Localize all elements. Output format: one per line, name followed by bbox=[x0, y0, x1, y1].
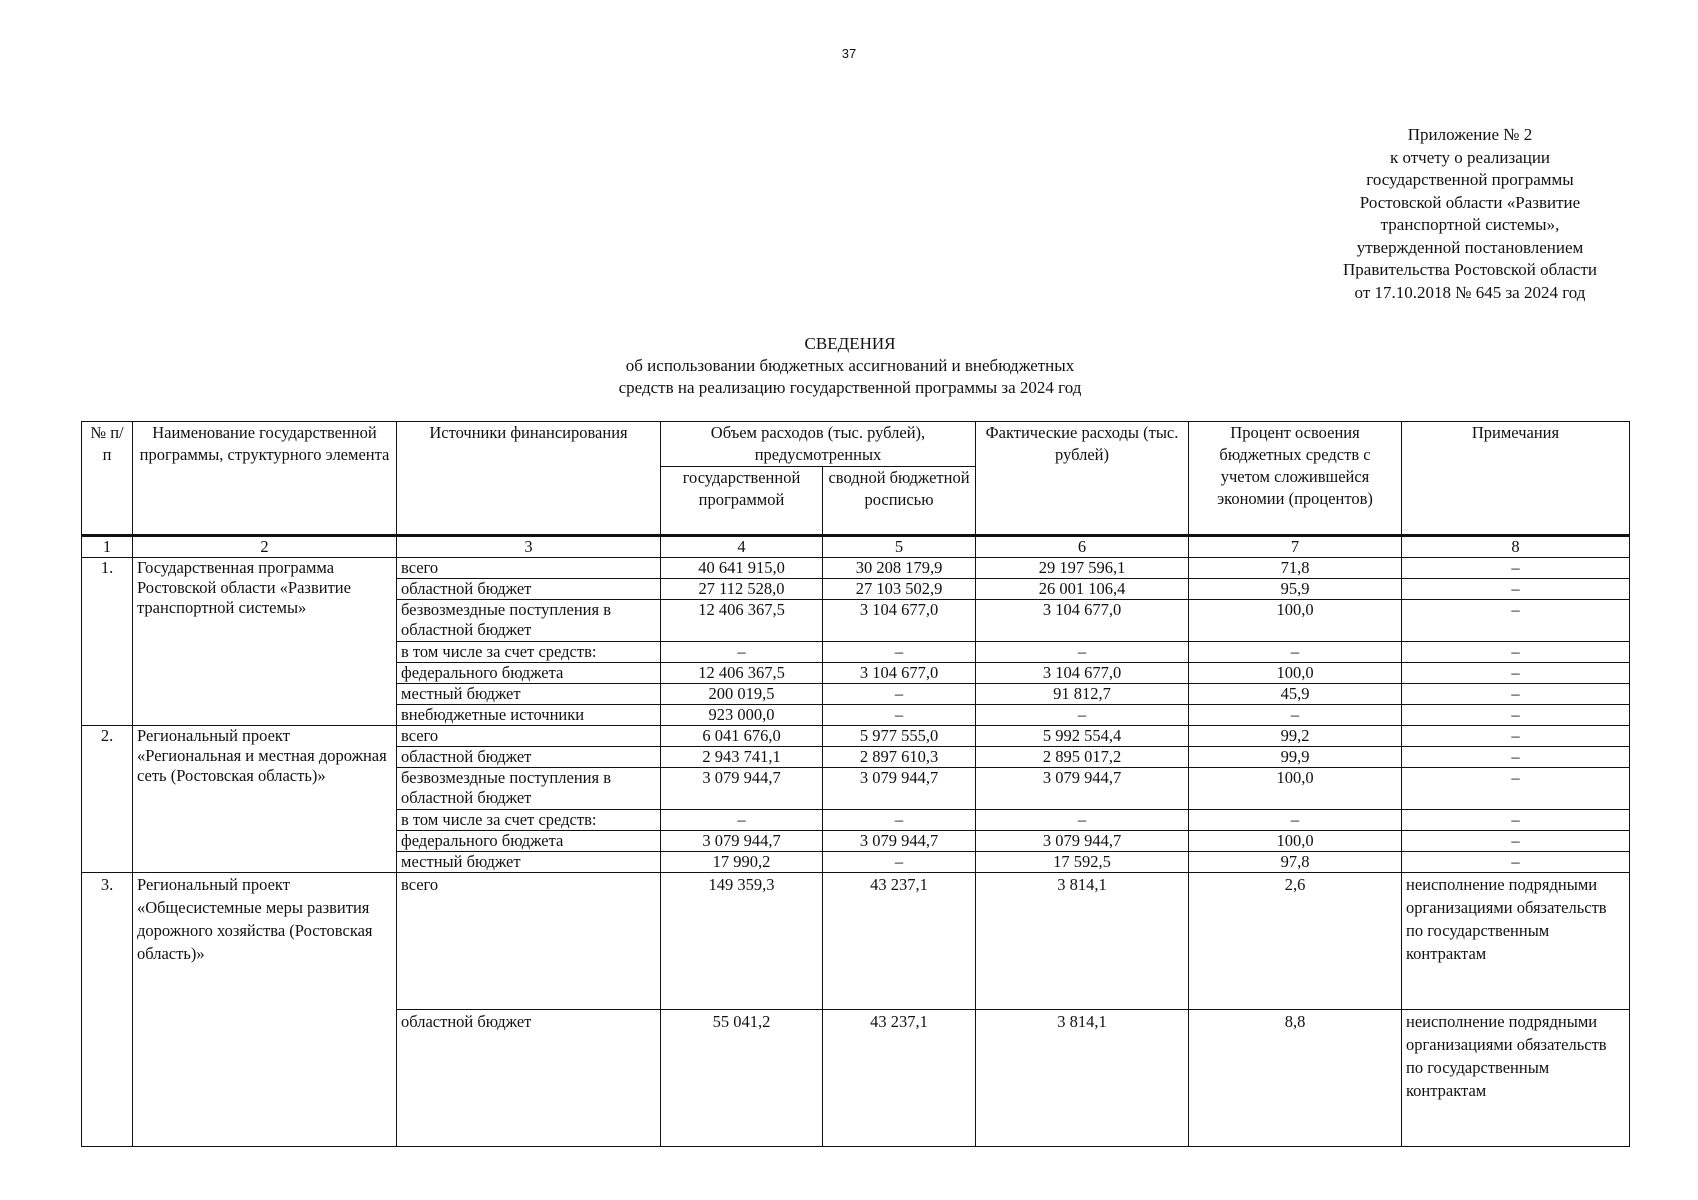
planned-program-value: 200 019,5 bbox=[661, 684, 823, 705]
funding-source: федерального бюджета bbox=[397, 831, 661, 852]
planned-program-value: 2 943 741,1 bbox=[661, 747, 823, 768]
planned-budget-value: – bbox=[823, 705, 976, 726]
funding-source: федерального бюджета bbox=[397, 663, 661, 684]
table-row bbox=[82, 873, 1630, 1010]
actual-value: 29 197 596,1 bbox=[976, 558, 1189, 579]
note-value: неисполнение подрядными организациями обязательств по государственным контрактам bbox=[1402, 873, 1630, 1010]
header-num: № п/п bbox=[82, 422, 133, 536]
planned-budget-value: 2 897 610,3 bbox=[823, 747, 976, 768]
header-row bbox=[82, 422, 1630, 467]
funding-source: областной бюджет bbox=[397, 747, 661, 768]
note-value: – bbox=[1402, 642, 1630, 663]
header-name: Наименование государственной программы, структурного элемента bbox=[133, 422, 397, 536]
actual-value: 3 104 677,0 bbox=[976, 663, 1189, 684]
actual-value: 3 104 677,0 bbox=[976, 600, 1189, 642]
percent-value: 45,9 bbox=[1189, 684, 1402, 705]
note-value: – bbox=[1402, 747, 1630, 768]
planned-budget-value: – bbox=[823, 852, 976, 873]
header-planned: Объем расходов (тыс. рублей), предусмотренных bbox=[661, 422, 976, 467]
funding-source: всего bbox=[397, 726, 661, 747]
header-source: Источники финансирования bbox=[397, 422, 661, 536]
note-value: – bbox=[1402, 852, 1630, 873]
planned-budget-value: – bbox=[823, 810, 976, 831]
percent-value: 99,9 bbox=[1189, 747, 1402, 768]
actual-value: – bbox=[976, 810, 1189, 831]
header-percent: Процент освоения бюджетных средств с учетом сложившейся экономии (процентов) bbox=[1189, 422, 1402, 536]
heading-line: об использовании бюджетных ассигнований и внебюджетных bbox=[625, 356, 1075, 375]
planned-program-value: 27 112 528,0 bbox=[661, 579, 823, 600]
actual-value: 2 895 017,2 bbox=[976, 747, 1189, 768]
planned-budget-value: 3 079 944,7 bbox=[823, 768, 976, 810]
note-value: – bbox=[1402, 579, 1630, 600]
percent-value: 8,8 bbox=[1189, 1010, 1402, 1147]
funding-source: в том числе за счет средств: bbox=[397, 810, 661, 831]
budget-table bbox=[81, 421, 1630, 1147]
percent-value: – bbox=[1189, 810, 1402, 831]
funding-source: местный бюджет bbox=[397, 684, 661, 705]
funding-source: безвозмездные поступления в областной бюджет bbox=[397, 600, 661, 642]
column-number: 2 bbox=[133, 536, 397, 558]
actual-value: – bbox=[976, 705, 1189, 726]
note-value: – bbox=[1402, 768, 1630, 810]
appendix-line: Правительства Ростовской области bbox=[1343, 260, 1597, 279]
table-row bbox=[82, 558, 1630, 579]
appendix-line: утвержденной постановлением bbox=[1356, 237, 1584, 257]
planned-budget-value: – bbox=[823, 642, 976, 663]
program-name: Региональный проект «Общесистемные меры развития дорожного хозяйства (Ростовская область)» bbox=[133, 873, 397, 1147]
actual-value: 17 592,5 bbox=[976, 852, 1189, 873]
row-number: 1. bbox=[82, 558, 133, 726]
planned-budget-value: 5 977 555,0 bbox=[823, 726, 976, 747]
percent-value: 100,0 bbox=[1189, 600, 1402, 642]
document-heading bbox=[500, 333, 1200, 399]
note-value: – bbox=[1402, 684, 1630, 705]
percent-value: 97,8 bbox=[1189, 852, 1402, 873]
percent-value: 2,6 bbox=[1189, 873, 1402, 1010]
column-number: 8 bbox=[1402, 536, 1630, 558]
row-number: 2. bbox=[82, 726, 133, 873]
header-actual: Фактические расходы (тыс. рублей) bbox=[976, 422, 1189, 536]
note-value: – bbox=[1402, 831, 1630, 852]
planned-program-value: 55 041,2 bbox=[661, 1010, 823, 1147]
column-number: 7 bbox=[1189, 536, 1402, 558]
table-row bbox=[82, 726, 1630, 747]
planned-program-value: 3 079 944,7 bbox=[661, 768, 823, 810]
appendix-header bbox=[1300, 124, 1640, 304]
appendix-line: от 17.10.2018 № 645 за 2024 год bbox=[1354, 282, 1586, 302]
note-value: – bbox=[1402, 600, 1630, 642]
funding-source: областной бюджет bbox=[397, 579, 661, 600]
percent-value: 100,0 bbox=[1189, 831, 1402, 852]
funding-source: всего bbox=[397, 558, 661, 579]
column-number: 5 bbox=[823, 536, 976, 558]
percent-value: 95,9 bbox=[1189, 579, 1402, 600]
funding-source: областной бюджет bbox=[397, 1010, 661, 1147]
actual-value: – bbox=[976, 642, 1189, 663]
percent-value: – bbox=[1189, 705, 1402, 726]
percent-value: – bbox=[1189, 642, 1402, 663]
planned-program-value: 12 406 367,5 bbox=[661, 600, 823, 642]
actual-value: 3 079 944,7 bbox=[976, 768, 1189, 810]
actual-value: 26 001 106,4 bbox=[976, 579, 1189, 600]
funding-source: местный бюджет bbox=[397, 852, 661, 873]
planned-program-value: 3 079 944,7 bbox=[661, 831, 823, 852]
heading-title: СВЕДЕНИЯ bbox=[804, 334, 896, 353]
planned-program-value: – bbox=[661, 642, 823, 663]
percent-value: 99,2 bbox=[1189, 726, 1402, 747]
planned-budget-value: 43 237,1 bbox=[823, 1010, 976, 1147]
page-number: 37 bbox=[841, 46, 857, 61]
percent-value: 71,8 bbox=[1189, 558, 1402, 579]
planned-budget-value: 43 237,1 bbox=[823, 873, 976, 1010]
note-value: – bbox=[1402, 663, 1630, 684]
program-name: Государственная программа Ростовской области «Развитие транспортной системы» bbox=[133, 558, 397, 726]
actual-value: 3 079 944,7 bbox=[976, 831, 1189, 852]
funding-source: в том числе за счет средств: bbox=[397, 642, 661, 663]
funding-source: внебюджетные источники bbox=[397, 705, 661, 726]
note-value: – bbox=[1402, 705, 1630, 726]
funding-source: всего bbox=[397, 873, 661, 1010]
note-value: – bbox=[1402, 810, 1630, 831]
actual-value: 3 814,1 bbox=[976, 1010, 1189, 1147]
row-number: 3. bbox=[82, 873, 133, 1147]
appendix-line: транспортной системы», bbox=[1380, 215, 1560, 234]
actual-value: 91 812,7 bbox=[976, 684, 1189, 705]
header-notes: Примечания bbox=[1402, 422, 1630, 536]
planned-program-value: 6 041 676,0 bbox=[661, 726, 823, 747]
column-number: 3 bbox=[397, 536, 661, 558]
planned-program-value: 149 359,3 bbox=[661, 873, 823, 1010]
appendix-line: к отчету о реализации bbox=[1389, 147, 1551, 167]
header-planned-program: государственной программой bbox=[661, 467, 823, 536]
column-number: 4 bbox=[661, 536, 823, 558]
appendix-line: Приложение № 2 bbox=[1407, 125, 1533, 144]
actual-value: 3 814,1 bbox=[976, 873, 1189, 1010]
column-number: 6 bbox=[976, 536, 1189, 558]
note-value: – bbox=[1402, 726, 1630, 747]
planned-program-value: 12 406 367,5 bbox=[661, 663, 823, 684]
column-number: 1 bbox=[82, 536, 133, 558]
planned-budget-value: 3 079 944,7 bbox=[823, 831, 976, 852]
planned-budget-value: 3 104 677,0 bbox=[823, 663, 976, 684]
planned-budget-value: 27 103 502,9 bbox=[823, 579, 976, 600]
percent-value: 100,0 bbox=[1189, 768, 1402, 810]
program-name: Региональный проект «Региональная и местная дорожная сеть (Ростовская область)» bbox=[133, 726, 397, 873]
planned-program-value: 17 990,2 bbox=[661, 852, 823, 873]
heading-line: средств на реализацию государственной программы за 2024 год bbox=[618, 378, 1082, 397]
planned-budget-value: 30 208 179,9 bbox=[823, 558, 976, 579]
planned-program-value: – bbox=[661, 810, 823, 831]
planned-program-value: 40 641 915,0 bbox=[661, 558, 823, 579]
planned-program-value: 923 000,0 bbox=[661, 705, 823, 726]
percent-value: 100,0 bbox=[1189, 663, 1402, 684]
actual-value: 5 992 554,4 bbox=[976, 726, 1189, 747]
header-planned-budget: сводной бюджетной росписью bbox=[823, 467, 976, 536]
appendix-line: государственной программы bbox=[1366, 170, 1574, 189]
column-number-row bbox=[82, 536, 1630, 558]
appendix-line: Ростовской области «Развитие bbox=[1359, 192, 1581, 212]
planned-budget-value: – bbox=[823, 684, 976, 705]
funding-source: безвозмездные поступления в областной бюджет bbox=[397, 768, 661, 810]
note-value: неисполнение подрядными организациями обязательств по государственным контрактам bbox=[1402, 1010, 1630, 1147]
planned-budget-value: 3 104 677,0 bbox=[823, 600, 976, 642]
note-value: – bbox=[1402, 558, 1630, 579]
